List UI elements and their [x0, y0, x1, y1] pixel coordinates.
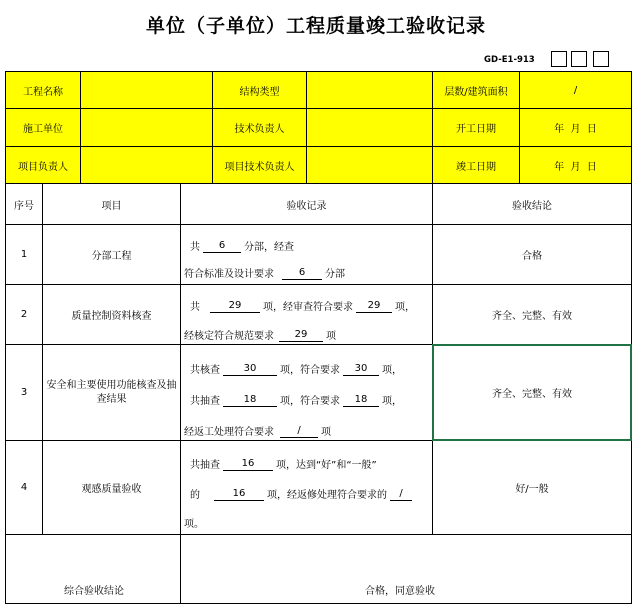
row2-no: 2 — [5, 284, 43, 345]
row1-text4: 分部 — [325, 269, 345, 280]
row4-conclusion[interactable]: 好/一般 — [432, 440, 632, 535]
row2-value1[interactable]: 29 — [210, 299, 260, 313]
end-date-label: 竣工日期 — [432, 146, 520, 184]
row2-conclusion[interactable]: 齐全、完整、有效 — [432, 284, 632, 345]
row2-text3: 项， — [395, 302, 415, 313]
row3-value1[interactable]: 30 — [223, 362, 277, 376]
row4-text2: 项，达到“好”和“一般” — [276, 460, 377, 471]
row2-item: 质量控制资料核查 — [42, 284, 181, 345]
row1-text3: 符合标准及设计要求 — [184, 269, 274, 280]
row3-text8: 项 — [321, 427, 331, 438]
pm-label: 项目负责人 — [5, 146, 81, 184]
row2-text4: 经核定符合规范要求 — [184, 331, 274, 342]
project-name-label: 工程名称 — [5, 71, 81, 109]
structure-type-value[interactable] — [306, 71, 433, 109]
row3-text3: 项， — [382, 365, 402, 376]
code-box-2[interactable] — [571, 51, 587, 67]
summary-value: 合格，同意验收 — [365, 586, 435, 597]
row2-value3[interactable]: 29 — [279, 328, 323, 342]
floors-label: 层数/建筑面积 — [432, 71, 520, 109]
row2-text1: 共 — [190, 302, 200, 313]
col-record-header: 验收记录 — [180, 183, 433, 225]
row1-text2: 分部，经查 — [244, 242, 294, 253]
row3-value5[interactable]: / — [280, 424, 318, 438]
summary-label: 综合验收结论 — [64, 586, 124, 597]
project-tech-lead-value[interactable] — [306, 146, 433, 184]
row3-item: 安全和主要使用功能核查及抽查结果 — [42, 344, 181, 441]
row4-value3[interactable]: / — [390, 487, 412, 501]
row3-conclusion[interactable]: 齐全、完整、有效 — [432, 344, 632, 441]
structure-type-label: 结构类型 — [212, 71, 307, 109]
code-box-1[interactable] — [551, 51, 567, 67]
form-code: GD-E1-913 — [484, 55, 535, 65]
col-no-header: 序号 — [5, 183, 43, 225]
row3-text6: 项， — [382, 396, 402, 407]
row1-conclusion[interactable]: 合格 — [432, 224, 632, 285]
code-box-3[interactable] — [593, 51, 609, 67]
end-date-value[interactable]: 年 月 日 — [519, 146, 632, 184]
row2-text5: 项 — [326, 331, 336, 342]
row3-value2[interactable]: 30 — [343, 362, 379, 376]
row3-text4: 共抽查 — [190, 396, 220, 407]
row3-text7: 经返工处理符合要求 — [184, 427, 274, 438]
col-item-header: 项目 — [42, 183, 181, 225]
row4-text3: 的 — [190, 490, 200, 501]
row3-value3[interactable]: 18 — [223, 393, 277, 407]
row2-value2[interactable]: 29 — [356, 299, 392, 313]
row4-text5: 项。 — [184, 519, 204, 530]
row3-text1: 共核查 — [190, 365, 220, 376]
start-date-label: 开工日期 — [432, 108, 520, 147]
row3-value4[interactable]: 18 — [343, 393, 379, 407]
row4-value2[interactable]: 16 — [214, 487, 264, 501]
row1-text1: 共 — [190, 242, 200, 253]
row4-text4: 项，经返修处理符合要求的 — [267, 490, 387, 501]
project-name-value[interactable] — [80, 71, 213, 109]
row4-value1[interactable]: 16 — [223, 457, 273, 471]
page-title: 单位（子单位）工程质量竣工验收记录 — [145, 15, 486, 37]
col-conclusion-header: 验收结论 — [432, 183, 632, 225]
row1-value1[interactable]: 6 — [203, 239, 241, 253]
contractor-value[interactable] — [80, 108, 213, 147]
row1-item: 分部工程 — [42, 224, 181, 285]
row1-value2[interactable]: 6 — [282, 266, 322, 280]
contractor-label: 施工单位 — [5, 108, 81, 147]
row2-text2: 项，经审查符合要求 — [263, 302, 353, 313]
row3-text2: 项，符合要求 — [280, 365, 340, 376]
tech-lead-label: 技术负责人 — [212, 108, 307, 147]
row4-text1: 共抽查 — [190, 460, 220, 471]
row1-no: 1 — [5, 224, 43, 285]
project-tech-lead-label: 项目技术负责人 — [212, 146, 307, 184]
row3-no: 3 — [5, 344, 43, 441]
start-date-value[interactable]: 年 月 日 — [519, 108, 632, 147]
pm-value[interactable] — [80, 146, 213, 184]
tech-lead-value[interactable] — [306, 108, 433, 147]
row3-text5: 项，符合要求 — [280, 396, 340, 407]
floors-value[interactable]: / — [519, 71, 632, 109]
row4-no: 4 — [5, 440, 43, 535]
row4-item: 观感质量验收 — [42, 440, 181, 535]
